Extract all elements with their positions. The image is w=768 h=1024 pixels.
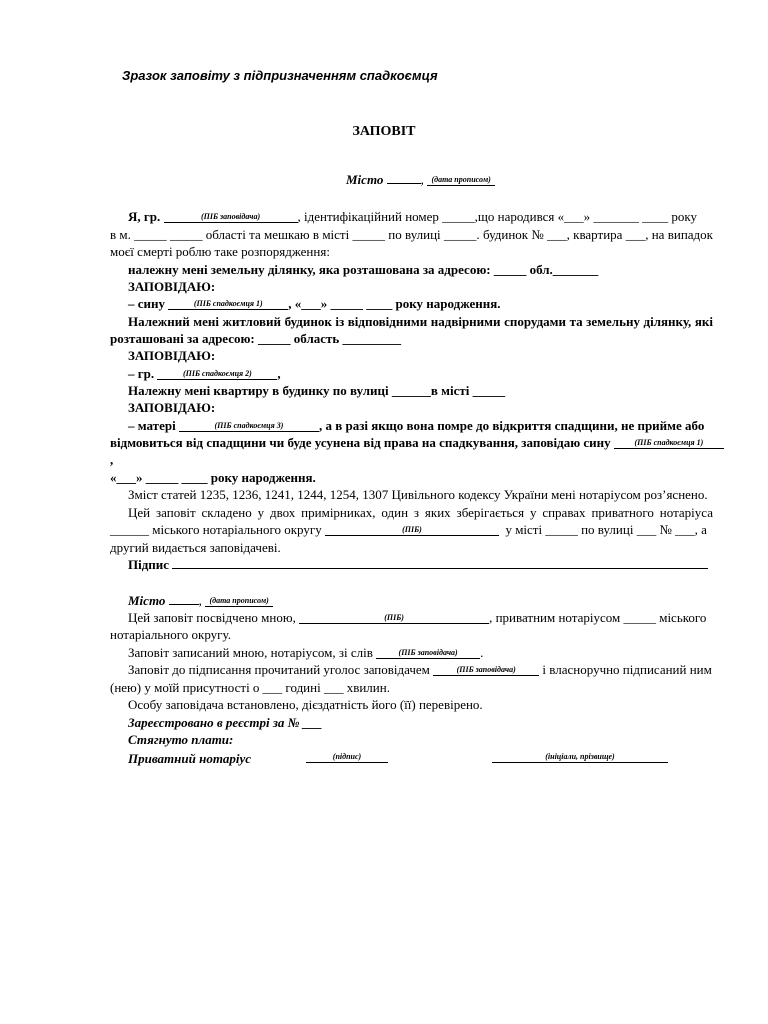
sample-heading: Зразок заповіту з підпризначенням спадкоємця xyxy=(122,68,438,83)
certification-line: Цей заповіт посвідчено мною, (ПІБ) , приватним нотаріусом _____ міського xyxy=(128,610,707,625)
son-line: – сину (ПІБ спадкоємця 1) , «___» _____ ____ року народження. xyxy=(128,296,501,311)
signature-blank xyxy=(172,558,708,569)
initials-note: (ініціали, прізвище) xyxy=(492,752,668,763)
house-line: Належний мені житловий будинок із відповідними надвірними спорудами та земельну ділянку, які xyxy=(128,314,713,329)
articles-line: Зміст статей 1235, 1236, 1241, 1244, 1254, 1307 Цивільного кодексу України мені нотаріусом роз’яснено. xyxy=(128,487,708,502)
heir1-note-2: (ПІБ спадкоємця 1) xyxy=(614,438,724,449)
citizen-line: – гр. (ПІБ спадкоємця 2) , xyxy=(128,366,281,381)
written-line: Заповіт записаний мною, нотаріусом, зі слів (ПІБ заповідача) . xyxy=(128,645,484,660)
date-note-2: (дата прописом) xyxy=(205,596,273,607)
testator-line: Я, гр. (ПІБ заповідача) , ідентифікаційний номер _____,що народився «___» _______ ____ року xyxy=(128,209,698,224)
heir1-note: (ПІБ спадкоємця 1) xyxy=(168,299,288,310)
notary-label: Приватний нотаріус xyxy=(128,751,252,766)
bequeath-heading-2: ЗАПОВІДАЮ: xyxy=(128,348,216,363)
disposition-line: моєї смерті роблю таке розпорядження: xyxy=(110,244,330,259)
house-address-line: розташовані за адресою: _____ область _________ xyxy=(110,331,402,346)
initials-field xyxy=(492,749,668,765)
date-note: (дата прописом) xyxy=(427,175,495,186)
testator-pib-note-3: (ПІБ заповідача) xyxy=(433,665,539,676)
comma-line: , xyxy=(110,452,114,467)
signature-line: Підпис xyxy=(128,557,708,573)
pib-note-2: (ПІБ) xyxy=(299,613,489,624)
read-line: Заповіт до підписання прочитаний уголос заповідачем (ПІБ заповідача) і власноручно підписаний ним xyxy=(128,662,712,677)
signature-note: (підпис) xyxy=(306,752,388,763)
fee-line: Стягнуто плати: xyxy=(128,732,234,747)
registered-line: Зареєстровано в реєстрі за № ___ xyxy=(128,715,323,730)
mother-line: – матері (ПІБ спадкоємця 3) , а в разі якщо вона помре до відкриття спадщини, не прийме або xyxy=(128,418,705,433)
apartment-line: Належну мені квартиру в будинку по вулиці ______в місті _____ xyxy=(128,383,506,398)
heir3-note: (ПІБ спадкоємця 3) xyxy=(179,421,319,432)
testator-pib-note: (ПІБ заповідача) xyxy=(164,212,298,223)
document-title: ЗАПОВІТ xyxy=(352,124,416,139)
mother-line-2: відмовиться від спадщини чи буде усунена від права на спадкування, заповідаю сину (ПІБ спадкоємця 1) xyxy=(110,435,724,451)
copies-line-2: ______ міського нотаріального округу (ПІБ) у місті _____ по вулиці ___ № ___, а xyxy=(110,522,707,537)
city-label: Місто xyxy=(346,172,384,187)
bequeath-heading-3: ЗАПОВІДАЮ: xyxy=(128,400,216,415)
read-line-2: (нею) у моїй присутності о ___ годині ___ хвилин. xyxy=(110,680,390,695)
pib-note-1: (ПІБ) xyxy=(325,525,499,536)
city-date-line: Місто , (дата прописом) xyxy=(346,172,495,188)
heir2-note: (ПІБ спадкоємця 2) xyxy=(157,369,277,380)
city-date-line-2: Місто , (дата прописом) xyxy=(128,593,273,609)
address-line: в м. _____ _____ області та мешкаю в місті _____ по вулиці _____. будинок № ___, квартира ___, на випадок xyxy=(110,227,713,242)
birth-line: «___» _____ ____ року народження. xyxy=(110,470,316,485)
identity-line: Особу заповідача встановлено, дієздатність його (її) перевірено. xyxy=(128,697,483,712)
copies-line: Цей заповіт складено у двох примірниках, один з яких зберігається у справах приватного нотаріуса xyxy=(128,505,713,520)
copies-line-3: другий видається заповідачеві. xyxy=(110,540,281,555)
signature-field xyxy=(306,749,388,765)
certification-line-2: нотаріального округу. xyxy=(110,627,231,642)
land-line: належну мені земельну ділянку, яка розташована за адресою: _____ обл._______ xyxy=(128,262,599,277)
testator-pib-note-2: (ПІБ заповідача) xyxy=(376,648,480,659)
bequeath-heading-1: ЗАПОВІДАЮ: xyxy=(128,279,216,294)
